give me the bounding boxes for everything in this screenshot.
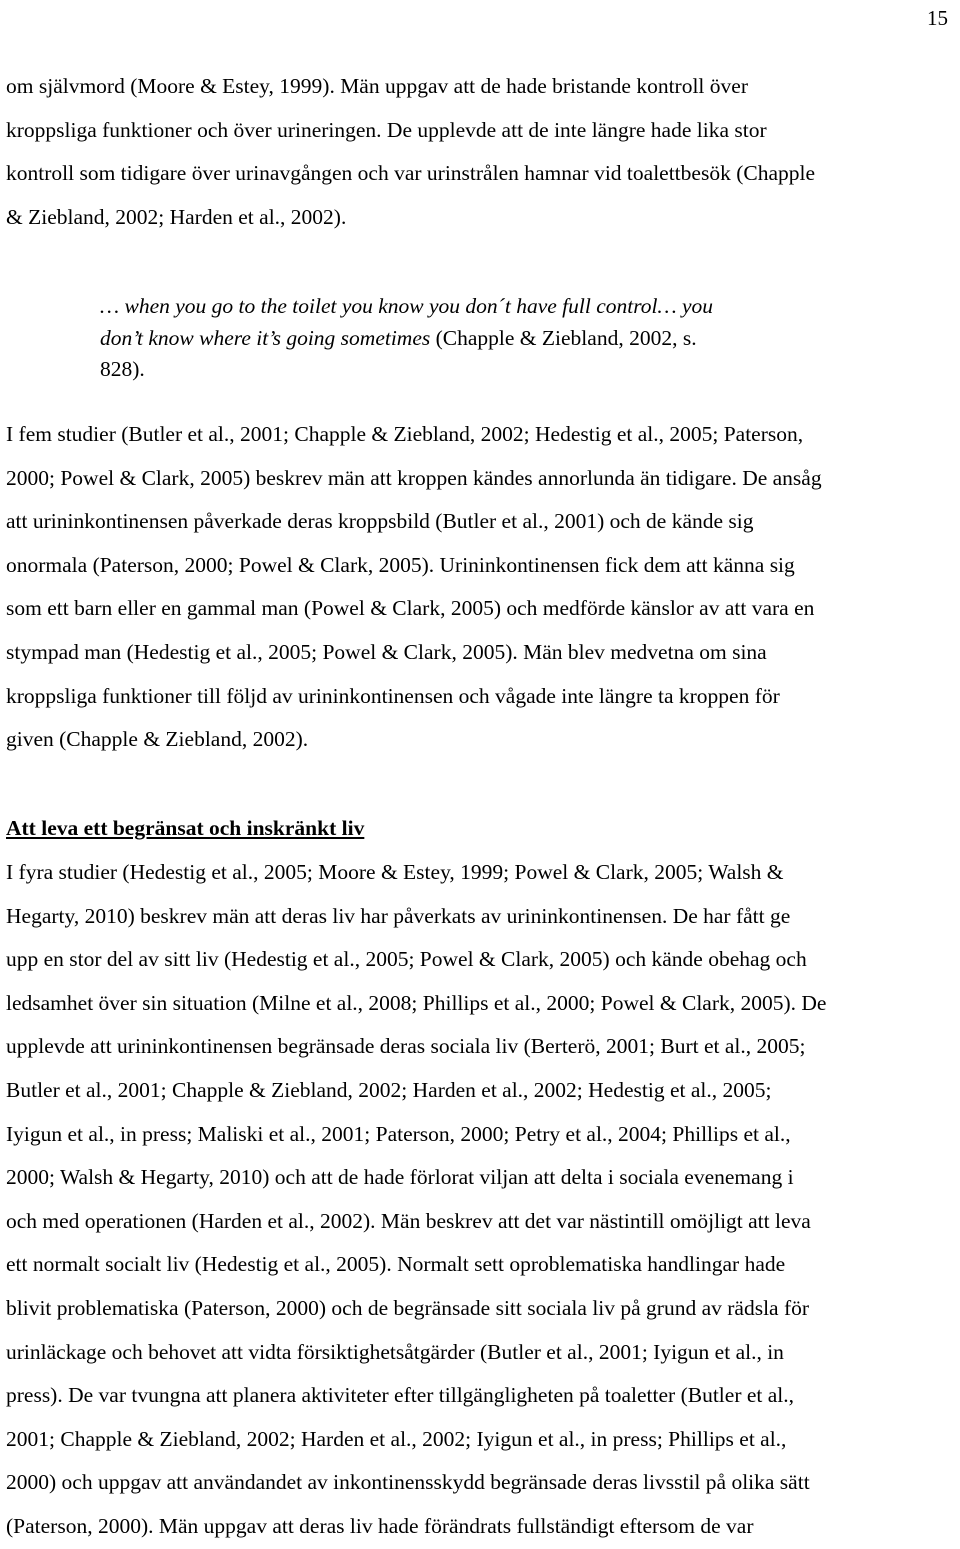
text-line: och med operationen (Harden et al., 2002). Män beskrev att det var nästintill omöjligt att leva bbox=[6, 1208, 811, 1233]
text-line: som ett barn eller en gammal man (Powel & Clark, 2005) och medförde känslor av att vara en bbox=[6, 596, 815, 621]
text-line: att urininkontinensen påverkade deras kroppsbild (Butler et al., 2001) och de kände sig bbox=[6, 509, 754, 534]
text-line: blivit problematiska (Paterson, 2000) och de begränsade sitt sociala liv på grund av rädsla för bbox=[6, 1295, 810, 1320]
quote-citation: (Chapple & Ziebland, 2002, s. bbox=[430, 325, 697, 350]
paragraph-body-1 bbox=[6, 65, 954, 239]
paragraph-body-2 bbox=[6, 413, 954, 762]
text-line: kroppsliga funktioner till följd av urininkontinensen och vågade inte längre ta kroppen för bbox=[6, 683, 780, 708]
text-line: ledsamhet över sin situation (Milne et al., 2008; Phillips et al., 2000; Powel & Clark, 2005). De bbox=[6, 990, 827, 1015]
text-line: om självmord (Moore & Estey, 1999). Män uppgav att de hade bristande kontroll över bbox=[6, 74, 748, 98]
text-line: onormala (Paterson, 2000; Powel & Clark, 2005). Urininkontinensen fick dem att känna sig bbox=[6, 552, 795, 577]
paragraph-body-3 bbox=[6, 851, 954, 1549]
text-line: I fem studier (Butler et al., 2001; Chapple & Ziebland, 2002; Hedestig et al., 2005; Paterson, bbox=[6, 422, 804, 446]
text-line: Iyigun et al., in press; Maliski et al., 2001; Paterson, 2000; Petry et al., 2004; Phillips et al., bbox=[6, 1121, 791, 1146]
text-line: (Paterson, 2000). Män uppgav att deras liv hade förändrats fullständigt eftersom de var bbox=[6, 1513, 754, 1538]
text-line: & Ziebland, 2002; Harden et al., 2002). bbox=[6, 204, 347, 229]
text-line: kontroll som tidigare över urinavgången och var urinstrålen hamnar vid toalettbesök (Chapple bbox=[6, 161, 816, 186]
text-line: ett normalt socialt liv (Hedestig et al., 2005). Normalt sett oproblematiska handlingar hade bbox=[6, 1252, 786, 1277]
quote-line-1: … when you go to the toilet you know you don´t have full control… you bbox=[100, 294, 714, 318]
text-line: 2000; Walsh & Hegarty, 2010) och att de hade förlorat viljan att delta i sociala evenemang i bbox=[6, 1165, 794, 1190]
text-line: given (Chapple & Ziebland, 2002). bbox=[6, 727, 309, 752]
quote-line-2-italic: don’t know where it’s going sometimes bbox=[100, 325, 431, 350]
text-line: 2000) och uppgav att användandet av inkontinensskydd begränsade deras livsstil på olika sätt bbox=[6, 1470, 810, 1495]
page-number: 15 bbox=[927, 6, 948, 30]
text-line: 2001; Chapple & Ziebland, 2002; Harden et al., 2002; Iyigun et al., in press; Phillips et al., bbox=[6, 1426, 787, 1451]
text-line: upplevde att urininkontinensen begränsade deras sociala liv (Berterö, 2001; Burt et al., 2005; bbox=[6, 1034, 806, 1059]
text-line: 2000; Powel & Clark, 2005) beskrev män att kroppen kändes annorlunda än tidigare. De ansåg bbox=[6, 465, 822, 490]
quote-line-3: 828). bbox=[100, 357, 145, 381]
text-line: kroppsliga funktioner och över urineringen. De upplevde att de inte längre hade lika stor bbox=[6, 117, 767, 142]
text-line: Hegarty, 2010) beskrev män att deras liv har påverkats av urininkontinensen. De har fått ge bbox=[6, 903, 791, 928]
text-line: press). De var tvungna att planera aktiviteter efter tillgängligheten på toaletter (Butler et al., bbox=[6, 1383, 795, 1408]
text-line: urinläckage och behovet att vidta försiktighetsåtgärder (Butler et al., 2001; Iyigun et al., in bbox=[6, 1339, 784, 1364]
text-line: upp en stor del av sitt liv (Hedestig et al., 2005; Powel & Clark, 2005) och kände obehag och bbox=[6, 947, 807, 972]
text-line: Butler et al., 2001; Chapple & Ziebland, 2002; Harden et al., 2002; Hedestig et al., 2005; bbox=[6, 1077, 772, 1102]
section-heading: Att leva ett begränsat och inskränkt liv bbox=[6, 816, 365, 840]
text-line: stympad man (Hedestig et al., 2005; Powel & Clark, 2005). Män blev medvetna om sina bbox=[6, 639, 767, 664]
block-quote bbox=[100, 291, 860, 386]
text-line: I fyra studier (Hedestig et al., 2005; Moore & Estey, 1999; Powel & Clark, 2005; Walsh & bbox=[6, 860, 784, 884]
